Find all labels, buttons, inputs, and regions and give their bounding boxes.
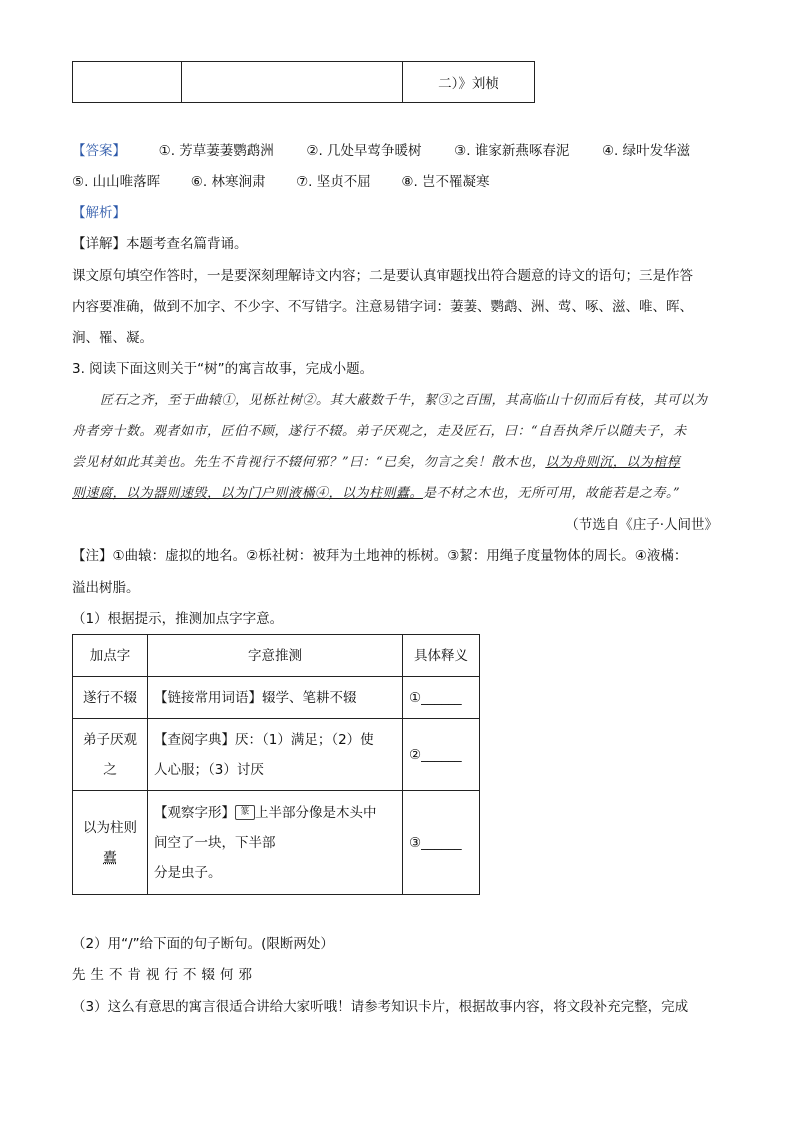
passage-line-1: 匠石之齐，至于曲辕①，见栎社树②。其大蔽数千牛，絜③之百围，其高临山十仞而后有枝，其可以为 [100,393,708,408]
detail-line-2: 课文原句填空作答时，一是要深刻理解诗文内容；二是要认真审题找出符合题意的诗文的语句；三是作答 [72,268,693,284]
top-table [72,61,535,103]
answer-item: ⑦. 坚贞不屈 [296,174,371,190]
row3-answer-blank[interactable]: ③______ [403,791,480,895]
answer-item: ⑥. 林寒涧肃 [190,174,266,190]
row2-guess-a: 【查阅字典】厌：（1）满足；（2）使 [154,731,374,748]
seal-glyph-icon: 篆 [235,805,255,820]
answer-item: ④. 绿叶发华滋 [601,143,691,159]
row3-word [73,791,148,895]
row3-guess-a: 上半部分像是木头中 [255,804,377,821]
inference-table [72,634,480,895]
top-cell-3: 二）》刘桢 [403,62,535,103]
row2-word-a: 弟子厌观 [83,731,137,748]
analysis-label: 【解析】 [72,205,126,221]
row3-word-a: 以为柱则 [83,819,137,836]
row2-guess-b: 人心服；（3）讨厌 [154,761,264,778]
answer-item: ①. 芳草萋萋鹦鹉洲 [158,143,274,159]
passage-line-3 [72,453,680,473]
passage-line-3a: 尝见材如此其美也。先生不肯视行不辍何邪？”曰：“已矣，勿言之矣！散木也， [72,455,546,470]
sub-question-1: （1）根据提示，推测加点字字意。 [72,611,284,627]
row3-guess-label: 【观察字形】 [154,804,235,821]
row1-word: 遂行不辍 [73,677,148,719]
detail-line-3: 内容要准确，做到不加字、不少字、不写错字。注意易错字词：萋萋、鹦鹉、洲、莺、啄、滋、唯、晖、 [72,299,693,315]
header-guess: 字意推测 [148,635,403,677]
answer-item: ⑤. 山山唯落晖 [72,174,161,190]
row2-word [73,719,148,791]
passage-line-3b: 以为舟则沉，以为棺椁 [545,455,681,470]
row3-word-b: 蠹 [103,849,117,866]
header-word: 加点字 [73,635,148,677]
answer-line-2 [72,172,490,192]
row2-answer-blank[interactable]: ②______ [403,719,480,791]
passage-line-2: 舟者旁十数。观者如市，匠伯不顾，遂行不辍。弟子厌观之，走及匠石，曰：“自吾执斧斤以随夫子，未 [72,424,687,439]
row1-guess: 【链接常用词语】辍学、笔耕不辍 [148,677,403,719]
note-line-1: 【注】①曲辕：虚拟的地名。②栎社树：被拜为土地神的栎树。③絜：用绳子度量物体的周长。④液樠： [72,548,688,564]
row1-answer-blank[interactable]: ①______ [403,677,480,719]
row3-guess [148,791,403,895]
row2-guess [148,719,403,791]
passage-line-4b: 是不材之木也，无所可用，故能若是之寿。” [423,486,681,501]
top-cell-1 [73,62,182,103]
answer-line-1 [72,141,690,161]
row3-guess-c: 分是虫子。 [154,864,222,881]
sub-question-2-sentence: 先生不肯视行不辍何邪 [72,967,257,983]
answer-item: ⑧. 岂不罹凝寒 [401,174,490,190]
answer-label: 【答案】 [72,143,126,159]
passage-line-4 [72,484,680,504]
passage-line-4a: 则速腐，以为器则速毁，以为门户则液樠④，以为柱则蠹。 [72,486,424,501]
header-answer: 具体释义 [403,635,480,677]
row2-word-b: 之 [103,761,117,778]
row3-guess-b: 间空了一块，下半部 [154,834,276,851]
question-3-title: 3. 阅读下面这则关于“树”的寓言故事，完成小题。 [72,361,374,377]
top-cell-2 [182,62,403,103]
note-line-2: 溢出树脂。 [72,580,140,596]
answer-item: ③. 谁家新燕啄春泥 [454,143,570,159]
detail-line-1: 【详解】本题考查名篇背诵。 [72,236,248,252]
detail-line-4: 涧、罹、凝。 [72,330,153,346]
answer-item: ②. 几处早莺争暖树 [306,143,422,159]
sub-question-3: （3）这么有意思的寓言很适合讲给大家听哦！请参考知识卡片，根据故事内容，将文段补充完整，完成 [72,999,689,1015]
sub-question-2: （2）用“/”给下面的句子断句。(限断两处） [72,936,334,952]
passage-source: （节选自《庄子·人间世》 [565,517,718,533]
